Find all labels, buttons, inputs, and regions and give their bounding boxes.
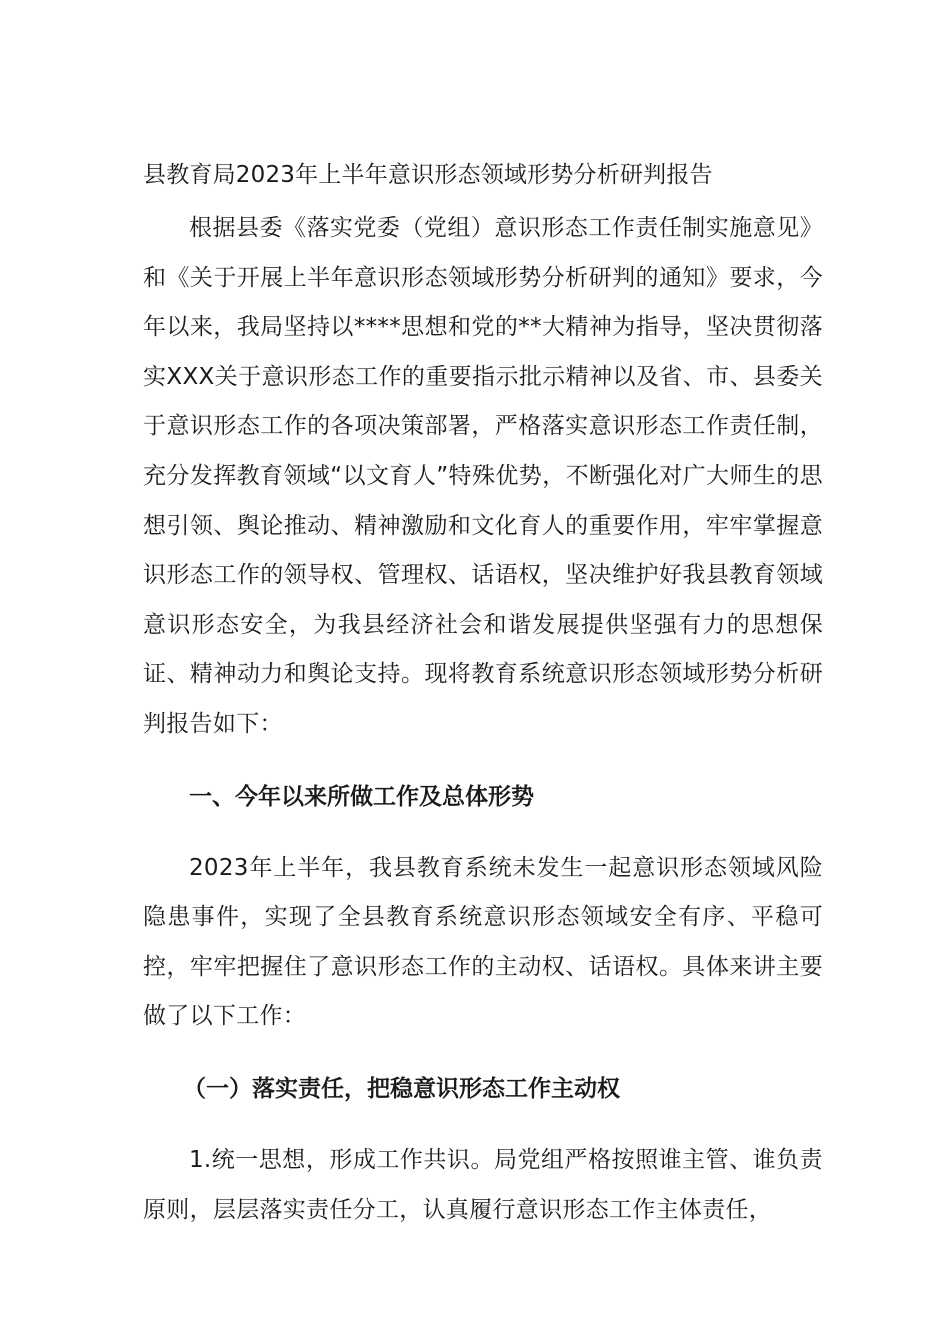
document-title: 县教育局2023年上半年意识形态领域形势分析研判报告 — [143, 162, 713, 188]
intro-paragraph: 根据县委《落实党委（党组）意识形态工作责任制实施意见》和《关于开展上半年意识形态领域形势分析研判的通知》要求，今年以来，我局坚持以****思想和党的**大精神为指导，坚决贯彻落实XXX关于意识形态工作的重要指示批示精神以及省、市、县委关于意识形态工作的各项决策部署，严格落实意识形态工作责任制，充分发挥教育领域“以文育人”特殊优势，不断强化对广大师生的思想引领、舆论推动、精神激励和文化育人的重要作用，牢牢掌握意识形态工作的领导权、管理权、话语权，坚决维护好我县教育领域意识形态安全，为我县经济社会和谐发展提供坚强有力的思想保证、精神动力和舆论支持。现将教育系统意识形态领域形势分析研判报告如下： — [143, 215, 823, 737]
subsection-heading-1: （一）落实责任，把稳意识形态工作主动权 — [183, 1075, 620, 1102]
document-body — [143, 150, 823, 1235]
subsection-1-paragraph: 1.统一思想，形成工作共识。局党组严格按照谁主管、谁负责原则，层层落实责任分工，认真履行意识形态工作主体责任， — [143, 1146, 823, 1223]
section-heading-1: 一、今年以来所做工作及总体形势 — [189, 783, 534, 810]
section-1-paragraph: 2023年上半年，我县教育系统未发生一起意识形态领域风险隐患事件，实现了全县教育系统意识形态领域安全有序、平稳可控，牢牢把握住了意识形态工作的主动权、话语权。具体来讲主要做了以下工作： — [143, 854, 823, 1030]
